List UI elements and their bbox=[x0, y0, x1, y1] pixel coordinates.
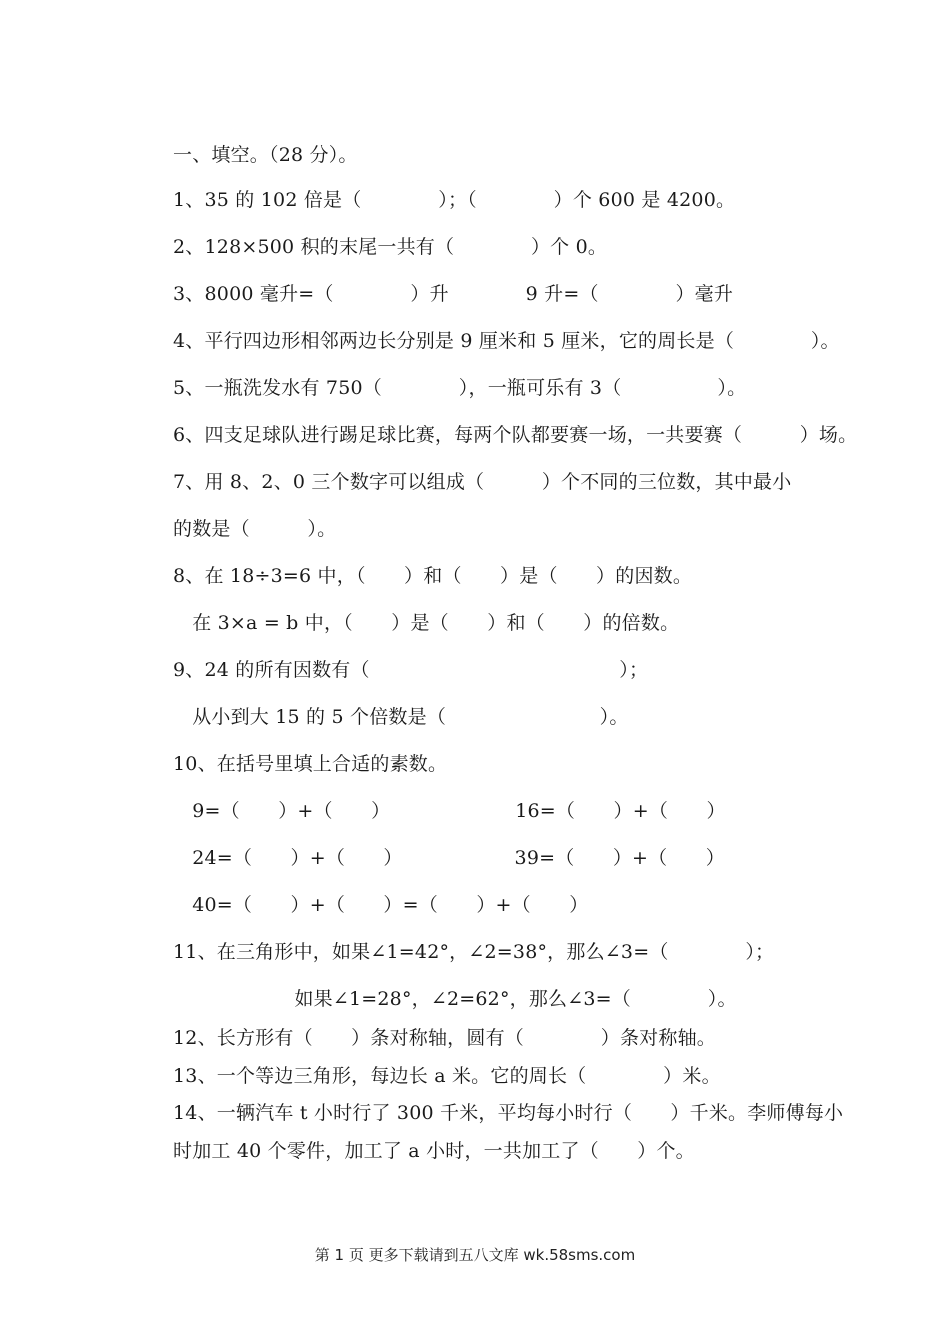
question-14-line-1: 14、一辆汽车 t 小时行了 300 千米，平均每小时行（ ）千米。李师傅每小 bbox=[173, 1102, 844, 1124]
question-2: 2、128×500 积的末尾一共有（ ）个 0。 bbox=[173, 236, 608, 258]
question-9-line-2: 从小到大 15 的 5 个倍数是（ ）。 bbox=[173, 706, 629, 728]
question-10-row-2: 24=（ ）+（ ） 39=（ ）+（ ） bbox=[173, 847, 725, 869]
question-3: 3、8000 毫升=（ ）升 9 升=（ ）毫升 bbox=[173, 283, 734, 305]
question-7-line-2: 的数是（ ）。 bbox=[173, 518, 337, 540]
question-11-line-1: 11、在三角形中，如果∠1=42°，∠2=38°，那么∠3=（ ）； bbox=[173, 941, 775, 963]
question-5: 5、一瓶洗发水有 750（ ），一瓶可乐有 3（ ）。 bbox=[173, 377, 747, 399]
question-8-line-1: 8、在 18÷3=6 中，（ ）和（ ）是（ ）的因数。 bbox=[173, 565, 693, 587]
question-7-line-1: 7、用 8、2、0 三个数字可以组成（ ）个不同的三位数，其中最小 bbox=[173, 471, 792, 493]
question-14-line-2: 时加工 40 个零件，加工了 a 小时，一共加工了（ ）个。 bbox=[173, 1140, 695, 1162]
page-footer: 第 1 页 更多下载请到五八文库 wk.58sms.com bbox=[314, 1246, 636, 1264]
question-10-row-1: 9=（ ）+（ ） 16=（ ）+（ ） bbox=[173, 800, 726, 822]
question-11-line-2: 如果∠1=28°，∠2=62°，那么∠3=（ ）。 bbox=[173, 988, 737, 1010]
question-10-row-3: 40=（ ）+（ ）=（ ）+（ ） bbox=[173, 894, 589, 916]
question-4: 4、平行四边形相邻两边长分别是 9 厘米和 5 厘米，它的周长是（ ）。 bbox=[173, 330, 840, 352]
question-8-line-2: 在 3×a = b 中，（ ）是（ ）和（ ）的倍数。 bbox=[173, 612, 680, 634]
question-9-line-1: 9、24 的所有因数有（ ）； bbox=[173, 659, 649, 681]
question-6: 6、四支足球队进行踢足球比赛，每两个队都要赛一场，一共要赛（ ）场。 bbox=[173, 424, 858, 446]
question-10: 10、在括号里填上合适的素数。 bbox=[173, 753, 448, 775]
question-13: 13、一个等边三角形，每边长 a 米。它的周长（ ）米。 bbox=[173, 1065, 721, 1087]
question-12: 12、长方形有（ ）条对称轴，圆有（ ）条对称轴。 bbox=[173, 1027, 716, 1049]
question-1: 1、35 的 102 倍是（ ）；（ ）个 600 是 4200。 bbox=[173, 189, 736, 211]
section-heading: 一、填空。（28 分）。 bbox=[173, 144, 358, 166]
